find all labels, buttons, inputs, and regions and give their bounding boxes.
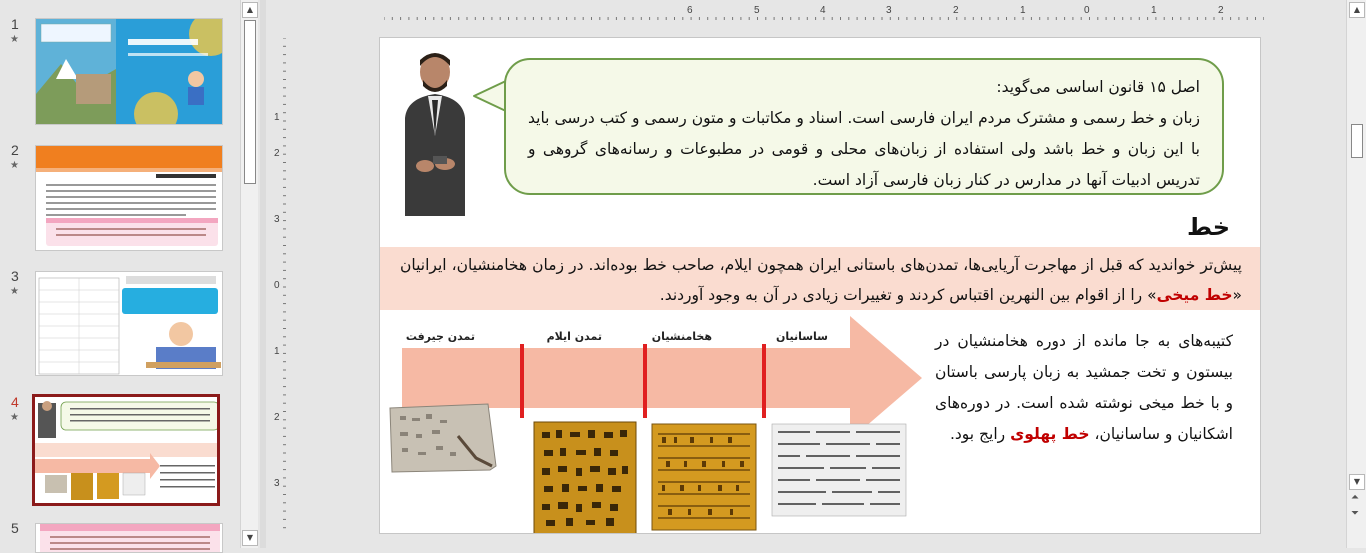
era-label-elam: تمدن ایلام: [546, 330, 602, 343]
ruler-label: 0: [1084, 5, 1090, 16]
highlight-cuneiform: خط میخی: [1156, 286, 1233, 304]
scroll-down-arrow-icon[interactable]: ▼: [1349, 474, 1365, 490]
ruler-label: 2: [274, 412, 280, 423]
ruler-label: 3: [886, 5, 892, 16]
slide-canvas[interactable]: [379, 37, 1261, 534]
elam-tablet-image: [534, 422, 636, 534]
ruler-label: 1: [274, 112, 280, 123]
timeline-divider: [643, 344, 647, 418]
pahlavi-inscription-image: [772, 424, 906, 516]
section-heading[interactable]: خط: [1187, 213, 1230, 241]
animation-star-icon: ★: [10, 412, 19, 423]
slide-thumbnail-5[interactable]: [35, 523, 223, 553]
slide-number: 1: [11, 16, 19, 32]
ruler-label: 1: [1020, 5, 1026, 16]
ruler-label: 2: [953, 5, 959, 16]
ruler-label: 1: [274, 346, 280, 357]
era-label-achaemenid: هخامنشیان: [651, 330, 712, 343]
intro-paragraph[interactable]: [380, 247, 1261, 310]
scroll-down-arrow-icon[interactable]: ▼: [242, 530, 258, 546]
slide-thumbnail-pane: [0, 0, 260, 548]
ruler-label: 2: [274, 148, 280, 159]
slide-number: 2: [11, 142, 19, 158]
slide-2-preview: [36, 146, 223, 251]
era-label-sasanian: ساسانیان: [775, 330, 828, 343]
side-text-part: کتیبه‌های به جا مانده از دوره هخامنشیان در بیستون و تخت جمشید به زبان پارسی باستان و با خط میخی نوشته شده است. در دوره‌های اشکانیان و ساسانیان،: [935, 332, 1233, 443]
speech-bubble[interactable]: [504, 58, 1224, 195]
slide-1-preview: [36, 19, 223, 125]
horizontal-ruler: [384, 3, 1264, 21]
slide-thumbnail-2[interactable]: [35, 145, 223, 251]
thumbnail-scrollbar[interactable]: [240, 0, 258, 548]
achaemenid-inscription-image: [652, 424, 756, 530]
slide-number: 4: [11, 394, 19, 410]
editor-scrollbar[interactable]: [1346, 0, 1366, 548]
intro-text: » را از اقوام بین النهرین اقتباس کردند و تغییرات زیادی در آن به وجود آوردند.: [659, 286, 1157, 304]
ruler-label: 3: [274, 214, 280, 225]
slide-thumbnail-1[interactable]: [35, 18, 223, 125]
slide-number: 5: [11, 520, 19, 536]
era-label-jiroft: تمدن جیرفت: [405, 330, 475, 343]
bubble-intro-line: اصل ۱۵ قانون اساسی می‌گوید:: [996, 78, 1200, 96]
intro-text: پیش‌تر خواندید که قبل از مهاجرت آریایی‌ها، تمدن‌های باستانی ایران همچون ایلام، صاحب خط بوده‌اند. در زمان هخامنشیان، ایرانیان «: [400, 256, 1242, 304]
animation-star-icon: ★: [10, 34, 19, 45]
animation-star-icon: ★: [10, 286, 19, 297]
timeline-divider: [520, 344, 524, 418]
scroll-up-arrow-icon[interactable]: ▲: [242, 2, 258, 18]
bubble-body-text: زبان و خط رسمی و مشترک مردم ایران فارسی است. اسناد و مکاتبات و متون رسمی و کتب درسی باید با این زبان و خط باشد ولی استفاده از زبان‌های محلی و قومی در مطبوعات و رسانه‌های گروهی و تدریس ادبیات آنها در مدارس در کنار زبان فارسی آزاد است.: [528, 109, 1200, 189]
ruler-label: 3: [274, 478, 280, 489]
next-slide-icon[interactable]: ⏷: [1351, 508, 1359, 519]
slide-thumbnail-4-selected[interactable]: [32, 394, 220, 506]
slide-3-preview: [36, 272, 223, 376]
ruler-label: 6: [687, 5, 693, 16]
highlight-pahlavi: خط پهلوی: [1010, 425, 1090, 443]
ruler-label: 2: [1218, 5, 1224, 16]
scroll-up-arrow-icon[interactable]: ▲: [1349, 2, 1365, 18]
slide-4-preview: [35, 397, 220, 503]
ruler-label: 5: [754, 5, 760, 16]
scroll-thumb[interactable]: [1351, 124, 1363, 158]
vertical-ruler: [269, 38, 287, 534]
script-timeline-graphic[interactable]: [380, 316, 940, 534]
slide-thumbnail-3[interactable]: [35, 271, 223, 376]
slide-number: 3: [11, 268, 19, 284]
previous-slide-icon[interactable]: ⏶: [1351, 492, 1359, 503]
animation-star-icon: ★: [10, 160, 19, 171]
side-text-part: رایج بود.: [949, 425, 1011, 443]
ruler-label: 4: [820, 5, 826, 16]
ruler-label: 1: [1151, 5, 1157, 16]
pahlavi-paragraph[interactable]: [935, 326, 1233, 450]
scroll-thumb[interactable]: [244, 20, 256, 184]
teacher-photo[interactable]: [385, 46, 485, 216]
slide-editor: [266, 0, 1346, 548]
jiroft-tablet-image: [390, 404, 496, 472]
timeline-divider: [762, 344, 766, 418]
slide-5-preview: [36, 524, 223, 553]
ruler-label: 0: [274, 280, 280, 291]
